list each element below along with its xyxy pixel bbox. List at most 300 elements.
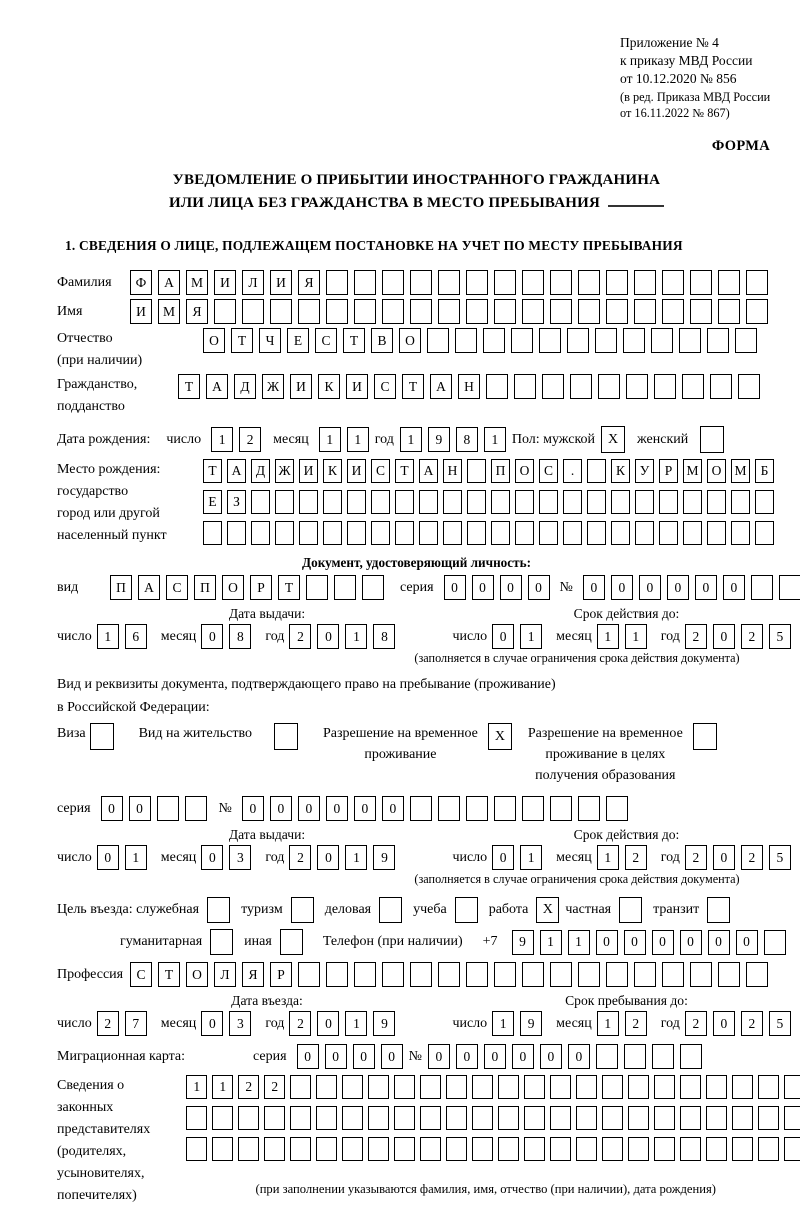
char-cell[interactable] — [635, 521, 654, 545]
char-cell[interactable] — [624, 1044, 646, 1069]
char-cell[interactable]: Ч — [259, 328, 281, 353]
char-cell[interactable]: Т — [278, 575, 300, 600]
char-cell[interactable]: О — [707, 459, 726, 483]
char-cell[interactable] — [427, 328, 449, 353]
char-cell[interactable]: 1 — [484, 427, 506, 452]
char-cell[interactable] — [368, 1137, 389, 1161]
char-cell[interactable] — [732, 1075, 753, 1099]
char-cell[interactable]: 5 — [769, 624, 791, 649]
char-cell[interactable] — [483, 328, 505, 353]
char-cell[interactable] — [731, 490, 750, 514]
char-cell[interactable] — [651, 328, 673, 353]
char-cell[interactable]: С — [166, 575, 188, 600]
char-cell[interactable] — [563, 521, 582, 545]
char-cell[interactable] — [735, 328, 757, 353]
visa-checkbox[interactable] — [90, 723, 114, 750]
residence-permit-checkbox[interactable] — [274, 723, 298, 750]
char-cell[interactable]: Я — [186, 299, 208, 324]
char-cell[interactable]: 5 — [769, 845, 791, 870]
char-cell[interactable] — [539, 490, 558, 514]
char-cell[interactable]: 2 — [741, 624, 763, 649]
char-cell[interactable]: 0 — [354, 796, 376, 821]
char-cell[interactable] — [755, 490, 774, 514]
char-cell[interactable] — [706, 1075, 727, 1099]
char-cell[interactable] — [354, 962, 376, 987]
char-cell[interactable]: 9 — [373, 1011, 395, 1036]
char-cell[interactable] — [467, 459, 486, 483]
char-cell[interactable] — [472, 1137, 493, 1161]
char-cell[interactable]: Е — [203, 490, 222, 514]
char-cell[interactable] — [623, 328, 645, 353]
char-cell[interactable] — [368, 1106, 389, 1130]
char-cell[interactable]: 0 — [298, 796, 320, 821]
char-cell[interactable]: 0 — [667, 575, 689, 600]
purpose-study-checkbox[interactable] — [455, 897, 478, 923]
char-cell[interactable]: 5 — [769, 1011, 791, 1036]
char-cell[interactable] — [466, 299, 488, 324]
char-cell[interactable]: 0 — [456, 1044, 478, 1069]
char-cell[interactable]: 1 — [597, 624, 619, 649]
char-cell[interactable] — [438, 299, 460, 324]
char-cell[interactable] — [718, 962, 740, 987]
char-cell[interactable]: 1 — [540, 930, 562, 955]
char-cell[interactable]: 9 — [373, 845, 395, 870]
char-cell[interactable]: 3 — [229, 845, 251, 870]
char-cell[interactable] — [494, 270, 516, 295]
char-cell[interactable] — [326, 299, 348, 324]
char-cell[interactable]: 0 — [528, 575, 550, 600]
char-cell[interactable]: Л — [214, 962, 236, 987]
char-cell[interactable] — [680, 1137, 701, 1161]
char-cell[interactable]: 1 — [597, 1011, 619, 1036]
char-cell[interactable] — [758, 1137, 779, 1161]
char-cell[interactable]: 7 — [125, 1011, 147, 1036]
char-cell[interactable] — [602, 1075, 623, 1099]
char-cell[interactable] — [491, 521, 510, 545]
char-cell[interactable]: С — [371, 459, 390, 483]
char-cell[interactable] — [382, 299, 404, 324]
sex-male-checkbox[interactable]: X — [601, 426, 625, 453]
purpose-tourism-checkbox[interactable] — [291, 897, 314, 923]
char-cell[interactable]: Я — [298, 270, 320, 295]
purpose-humanitarian-checkbox[interactable] — [210, 929, 233, 955]
char-cell[interactable] — [707, 490, 726, 514]
char-cell[interactable] — [578, 962, 600, 987]
purpose-work-checkbox[interactable]: X — [536, 897, 559, 923]
char-cell[interactable]: 1 — [492, 1011, 514, 1036]
char-cell[interactable]: 0 — [583, 575, 605, 600]
char-cell[interactable]: 0 — [492, 845, 514, 870]
char-cell[interactable] — [628, 1075, 649, 1099]
char-cell[interactable] — [611, 521, 630, 545]
char-cell[interactable] — [680, 1106, 701, 1130]
char-cell[interactable] — [323, 521, 342, 545]
char-cell[interactable] — [758, 1075, 779, 1099]
char-cell[interactable] — [316, 1075, 337, 1099]
char-cell[interactable]: К — [318, 374, 340, 399]
char-cell[interactable]: 2 — [289, 624, 311, 649]
char-cell[interactable]: 2 — [625, 845, 647, 870]
char-cell[interactable] — [683, 490, 702, 514]
char-cell[interactable] — [718, 299, 740, 324]
char-cell[interactable]: 1 — [212, 1075, 233, 1099]
char-cell[interactable]: О — [515, 459, 534, 483]
char-cell[interactable] — [731, 521, 750, 545]
char-cell[interactable] — [438, 796, 460, 821]
char-cell[interactable]: А — [138, 575, 160, 600]
char-cell[interactable]: 2 — [239, 427, 261, 452]
char-cell[interactable] — [443, 521, 462, 545]
char-cell[interactable] — [595, 328, 617, 353]
purpose-private-checkbox[interactable] — [619, 897, 642, 923]
char-cell[interactable] — [242, 299, 264, 324]
char-cell[interactable] — [290, 1106, 311, 1130]
char-cell[interactable] — [466, 796, 488, 821]
char-cell[interactable]: 0 — [492, 624, 514, 649]
char-cell[interactable] — [746, 270, 768, 295]
char-cell[interactable]: Н — [458, 374, 480, 399]
char-cell[interactable]: У — [635, 459, 654, 483]
char-cell[interactable] — [395, 490, 414, 514]
char-cell[interactable]: 3 — [229, 1011, 251, 1036]
char-cell[interactable]: Я — [242, 962, 264, 987]
char-cell[interactable]: С — [539, 459, 558, 483]
char-cell[interactable]: И — [270, 270, 292, 295]
char-cell[interactable]: 0 — [713, 845, 735, 870]
char-cell[interactable]: М — [731, 459, 750, 483]
char-cell[interactable] — [550, 962, 572, 987]
char-cell[interactable] — [576, 1075, 597, 1099]
char-cell[interactable]: И — [347, 459, 366, 483]
char-cell[interactable]: 8 — [229, 624, 251, 649]
char-cell[interactable]: 0 — [97, 845, 119, 870]
char-cell[interactable] — [342, 1106, 363, 1130]
char-cell[interactable]: 0 — [201, 845, 223, 870]
char-cell[interactable] — [587, 490, 606, 514]
char-cell[interactable] — [290, 1075, 311, 1099]
char-cell[interactable]: П — [491, 459, 510, 483]
char-cell[interactable] — [524, 1106, 545, 1130]
char-cell[interactable]: С — [315, 328, 337, 353]
char-cell[interactable] — [602, 1106, 623, 1130]
char-cell[interactable] — [214, 299, 236, 324]
char-cell[interactable] — [342, 1137, 363, 1161]
char-cell[interactable] — [466, 270, 488, 295]
char-cell[interactable]: 2 — [264, 1075, 285, 1099]
char-cell[interactable]: 0 — [242, 796, 264, 821]
char-cell[interactable] — [410, 270, 432, 295]
char-cell[interactable] — [472, 1075, 493, 1099]
char-cell[interactable]: З — [227, 490, 246, 514]
char-cell[interactable]: Т — [402, 374, 424, 399]
purpose-transit-checkbox[interactable] — [707, 897, 730, 923]
char-cell[interactable]: 2 — [289, 1011, 311, 1036]
char-cell[interactable]: 1 — [520, 624, 542, 649]
char-cell[interactable]: М — [186, 270, 208, 295]
char-cell[interactable] — [542, 374, 564, 399]
char-cell[interactable] — [362, 575, 384, 600]
char-cell[interactable]: П — [194, 575, 216, 600]
char-cell[interactable] — [784, 1137, 800, 1161]
char-cell[interactable] — [498, 1106, 519, 1130]
char-cell[interactable]: 0 — [129, 796, 151, 821]
char-cell[interactable]: 1 — [186, 1075, 207, 1099]
char-cell[interactable]: 1 — [345, 624, 367, 649]
char-cell[interactable]: Л — [242, 270, 264, 295]
char-cell[interactable] — [596, 1044, 618, 1069]
char-cell[interactable] — [567, 328, 589, 353]
char-cell[interactable] — [680, 1075, 701, 1099]
char-cell[interactable] — [467, 490, 486, 514]
char-cell[interactable] — [511, 328, 533, 353]
char-cell[interactable] — [455, 328, 477, 353]
char-cell[interactable]: 0 — [652, 930, 674, 955]
char-cell[interactable] — [498, 1075, 519, 1099]
char-cell[interactable]: 0 — [723, 575, 745, 600]
char-cell[interactable]: 2 — [238, 1075, 259, 1099]
char-cell[interactable] — [710, 374, 732, 399]
char-cell[interactable] — [611, 490, 630, 514]
char-cell[interactable]: 0 — [353, 1044, 375, 1069]
char-cell[interactable] — [515, 490, 534, 514]
char-cell[interactable] — [420, 1137, 441, 1161]
char-cell[interactable]: 1 — [520, 845, 542, 870]
char-cell[interactable] — [264, 1137, 285, 1161]
char-cell[interactable]: 0 — [639, 575, 661, 600]
char-cell[interactable]: 0 — [736, 930, 758, 955]
char-cell[interactable]: 1 — [345, 1011, 367, 1036]
char-cell[interactable] — [690, 270, 712, 295]
char-cell[interactable] — [690, 962, 712, 987]
char-cell[interactable] — [732, 1137, 753, 1161]
char-cell[interactable]: К — [323, 459, 342, 483]
char-cell[interactable] — [354, 299, 376, 324]
char-cell[interactable] — [587, 521, 606, 545]
char-cell[interactable] — [486, 374, 508, 399]
char-cell[interactable] — [443, 490, 462, 514]
char-cell[interactable]: Р — [250, 575, 272, 600]
char-cell[interactable] — [342, 1075, 363, 1099]
char-cell[interactable]: 0 — [680, 930, 702, 955]
char-cell[interactable] — [515, 521, 534, 545]
char-cell[interactable] — [662, 962, 684, 987]
char-cell[interactable] — [298, 962, 320, 987]
sex-female-checkbox[interactable] — [700, 426, 724, 453]
char-cell[interactable] — [354, 270, 376, 295]
char-cell[interactable]: 1 — [97, 624, 119, 649]
char-cell[interactable] — [634, 962, 656, 987]
char-cell[interactable]: 1 — [125, 845, 147, 870]
char-cell[interactable] — [371, 490, 390, 514]
char-cell[interactable] — [410, 299, 432, 324]
char-cell[interactable] — [764, 930, 786, 955]
char-cell[interactable]: И — [290, 374, 312, 399]
char-cell[interactable]: О — [399, 328, 421, 353]
char-cell[interactable] — [758, 1106, 779, 1130]
char-cell[interactable]: 9 — [428, 427, 450, 452]
char-cell[interactable]: 0 — [568, 1044, 590, 1069]
char-cell[interactable] — [738, 374, 760, 399]
char-cell[interactable]: 0 — [297, 1044, 319, 1069]
char-cell[interactable] — [652, 1044, 674, 1069]
char-cell[interactable] — [238, 1137, 259, 1161]
char-cell[interactable]: 0 — [540, 1044, 562, 1069]
char-cell[interactable]: Р — [270, 962, 292, 987]
char-cell[interactable]: 0 — [624, 930, 646, 955]
char-cell[interactable]: Т — [343, 328, 365, 353]
char-cell[interactable] — [779, 575, 800, 600]
char-cell[interactable]: А — [206, 374, 228, 399]
char-cell[interactable] — [326, 962, 348, 987]
char-cell[interactable] — [578, 270, 600, 295]
char-cell[interactable] — [539, 521, 558, 545]
char-cell[interactable] — [751, 575, 773, 600]
char-cell[interactable] — [662, 270, 684, 295]
char-cell[interactable] — [576, 1106, 597, 1130]
char-cell[interactable] — [563, 490, 582, 514]
char-cell[interactable] — [682, 374, 704, 399]
char-cell[interactable] — [514, 374, 536, 399]
char-cell[interactable]: Т — [178, 374, 200, 399]
char-cell[interactable]: 0 — [101, 796, 123, 821]
char-cell[interactable] — [395, 521, 414, 545]
char-cell[interactable] — [466, 962, 488, 987]
char-cell[interactable] — [316, 1137, 337, 1161]
char-cell[interactable]: 2 — [685, 845, 707, 870]
char-cell[interactable] — [654, 1075, 675, 1099]
char-cell[interactable] — [290, 1137, 311, 1161]
char-cell[interactable] — [654, 1106, 675, 1130]
char-cell[interactable]: 0 — [382, 796, 404, 821]
char-cell[interactable] — [550, 270, 572, 295]
purpose-other-checkbox[interactable] — [280, 929, 303, 955]
char-cell[interactable]: Р — [659, 459, 678, 483]
char-cell[interactable]: 0 — [201, 1011, 223, 1036]
char-cell[interactable]: С — [130, 962, 152, 987]
char-cell[interactable] — [212, 1137, 233, 1161]
char-cell[interactable] — [784, 1075, 800, 1099]
temp-residence-checkbox[interactable]: X — [488, 723, 512, 750]
char-cell[interactable]: И — [130, 299, 152, 324]
char-cell[interactable] — [186, 1137, 207, 1161]
char-cell[interactable] — [446, 1106, 467, 1130]
char-cell[interactable]: Т — [158, 962, 180, 987]
char-cell[interactable]: И — [214, 270, 236, 295]
char-cell[interactable]: 2 — [741, 1011, 763, 1036]
char-cell[interactable]: 0 — [201, 624, 223, 649]
char-cell[interactable] — [446, 1075, 467, 1099]
char-cell[interactable]: 0 — [713, 624, 735, 649]
char-cell[interactable]: 0 — [317, 624, 339, 649]
char-cell[interactable] — [654, 374, 676, 399]
char-cell[interactable]: Т — [395, 459, 414, 483]
char-cell[interactable] — [494, 796, 516, 821]
char-cell[interactable] — [606, 796, 628, 821]
char-cell[interactable]: Д — [251, 459, 270, 483]
char-cell[interactable]: О — [203, 328, 225, 353]
char-cell[interactable]: Е — [287, 328, 309, 353]
char-cell[interactable] — [707, 521, 726, 545]
char-cell[interactable] — [626, 374, 648, 399]
char-cell[interactable] — [539, 328, 561, 353]
temp-residence-edu-checkbox[interactable] — [693, 723, 717, 750]
char-cell[interactable]: 1 — [319, 427, 341, 452]
char-cell[interactable]: . — [563, 459, 582, 483]
char-cell[interactable] — [706, 1137, 727, 1161]
char-cell[interactable] — [410, 796, 432, 821]
char-cell[interactable] — [334, 575, 356, 600]
char-cell[interactable] — [299, 490, 318, 514]
char-cell[interactable]: 1 — [345, 845, 367, 870]
purpose-official-checkbox[interactable] — [207, 897, 230, 923]
char-cell[interactable]: 0 — [444, 575, 466, 600]
char-cell[interactable] — [659, 490, 678, 514]
char-cell[interactable]: 0 — [325, 1044, 347, 1069]
char-cell[interactable] — [662, 299, 684, 324]
char-cell[interactable] — [371, 521, 390, 545]
char-cell[interactable]: 2 — [741, 845, 763, 870]
char-cell[interactable] — [498, 1137, 519, 1161]
char-cell[interactable] — [522, 270, 544, 295]
char-cell[interactable]: 1 — [597, 845, 619, 870]
char-cell[interactable]: О — [222, 575, 244, 600]
char-cell[interactable] — [491, 490, 510, 514]
char-cell[interactable] — [438, 962, 460, 987]
char-cell[interactable]: Т — [231, 328, 253, 353]
char-cell[interactable] — [578, 796, 600, 821]
char-cell[interactable] — [570, 374, 592, 399]
char-cell[interactable] — [467, 521, 486, 545]
char-cell[interactable]: 9 — [520, 1011, 542, 1036]
char-cell[interactable] — [446, 1137, 467, 1161]
char-cell[interactable] — [587, 459, 606, 483]
char-cell[interactable] — [683, 521, 702, 545]
char-cell[interactable] — [347, 521, 366, 545]
char-cell[interactable] — [420, 1075, 441, 1099]
char-cell[interactable] — [316, 1106, 337, 1130]
char-cell[interactable] — [628, 1137, 649, 1161]
char-cell[interactable] — [394, 1075, 415, 1099]
char-cell[interactable] — [382, 962, 404, 987]
char-cell[interactable] — [606, 962, 628, 987]
char-cell[interactable] — [212, 1106, 233, 1130]
char-cell[interactable] — [550, 1106, 571, 1130]
char-cell[interactable]: 1 — [568, 930, 590, 955]
char-cell[interactable] — [576, 1137, 597, 1161]
char-cell[interactable] — [654, 1137, 675, 1161]
char-cell[interactable]: Б — [755, 459, 774, 483]
char-cell[interactable]: 6 — [125, 624, 147, 649]
char-cell[interactable] — [275, 521, 294, 545]
char-cell[interactable] — [706, 1106, 727, 1130]
char-cell[interactable]: 1 — [347, 427, 369, 452]
char-cell[interactable] — [680, 1044, 702, 1069]
char-cell[interactable]: 2 — [97, 1011, 119, 1036]
char-cell[interactable] — [251, 490, 270, 514]
char-cell[interactable]: Ф — [130, 270, 152, 295]
char-cell[interactable]: Н — [443, 459, 462, 483]
char-cell[interactable] — [420, 1106, 441, 1130]
char-cell[interactable]: 0 — [270, 796, 292, 821]
char-cell[interactable] — [718, 270, 740, 295]
char-cell[interactable]: А — [419, 459, 438, 483]
char-cell[interactable]: 0 — [708, 930, 730, 955]
char-cell[interactable] — [602, 1137, 623, 1161]
char-cell[interactable]: А — [158, 270, 180, 295]
char-cell[interactable] — [522, 962, 544, 987]
char-cell[interactable]: 0 — [500, 575, 522, 600]
char-cell[interactable]: М — [683, 459, 702, 483]
